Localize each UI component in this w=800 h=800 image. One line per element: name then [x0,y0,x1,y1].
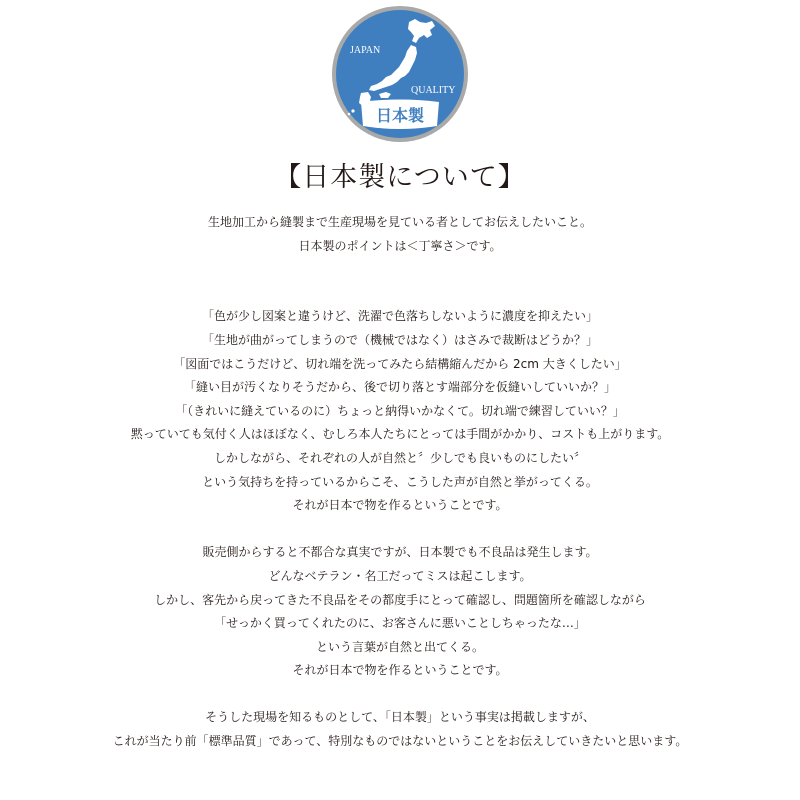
text-line: 「縫い目が汚くなりそうだから、後で切り落とす端部分を仮縫いしていいか？」 [183,380,616,395]
text-line: それが日本で物を作るということです。 [292,663,508,678]
japan-quality-badge [331,5,469,143]
text-line: 「せっかく買ってくれたのに、お客さんに悪いことしちゃったな…」 [214,616,586,631]
text-line: これが当たり前「標準品質」であって、特別なものではないということをお伝えしていきたいと思います。 [112,734,688,749]
body-text [0,211,800,754]
text-line: そうした現場を知るものとして、「日本製」という事実は掲載しますが、 [205,710,595,725]
text-line: それが日本で物を作るということです。 [292,498,508,513]
text-line: という言葉が自然と出てくる。 [315,639,484,654]
text-line: 「（きれいに縫えているのに）ちょっと納得いかなくて。切れ端で練習していい？」 [175,403,625,418]
text-line: 「色が少し図案と違うけど、洗濯で色落ちしないように濃度を抑えたい」 [201,309,598,324]
text-line: しかし、客先から戻ってきた不良品をその都度手にとって確認し、問題箇所を確認しながら [154,592,646,607]
text-line: 黙っていても気付く人はほぼなく、むしろ本人たちにとっては手間がかかり、コストも上がります。 [130,427,670,442]
badge-text-quality: QUALITY [411,85,456,96]
page-title: 【日本製について】 [274,162,526,193]
text-line: 販売側からすると不都合な真実ですが、日本製でも不良品は発生します。 [202,545,598,560]
text-line: という気持ちを持っているからこそ、こうした声が自然と挙がってくる。 [202,474,598,489]
text-line: 日本製のポイントは＜丁寧さ＞です。 [298,238,502,253]
text-line: 「図面ではこうだけど、切れ端を洗ってみたら結構縮んだから 2cm 大きくしたい」 [173,356,627,371]
text-line: どんなベテラン・名工だってミスは起こします。 [268,568,532,583]
text-line: しかしながら、それぞれの人が自然と〞少しでも良いものにしたい〞 [213,450,586,465]
badge-text-japan: JAPAN [350,45,381,56]
text-line: 「生地が曲がってしまうので（機械ではなく）はさみで裁断はどうか？」 [201,332,598,347]
text-line: 生地加工から縫製まで生産現場を見ている者としてお伝えしたいこと。 [207,215,592,229]
badge-label-made-in-japan: 日本製 [375,106,425,125]
